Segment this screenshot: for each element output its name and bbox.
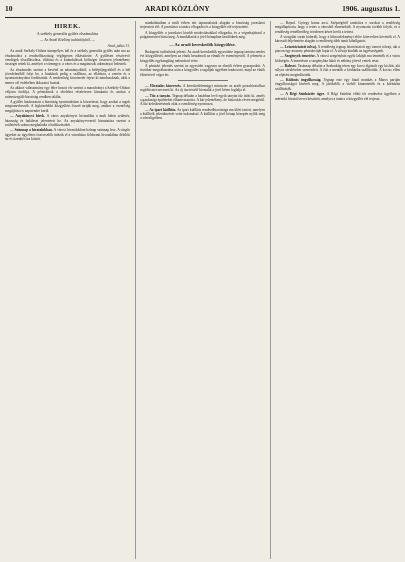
news-item-title: — Szünnap a hivatalokban. [10,128,53,133]
news-item-text: Az ipari kiállítás rendezőbizottsága ma ülést tartott, amelyen a kiállítók jelentkezését vette tudomásul. A kiállítás a jövő hónap közepén nyílik meg a városligetben. [140,107,265,121]
news-item-title: — Anyakönyvi hírek. [10,114,45,119]
paragraph: Az elszámolás szerint a bevétel az adományokból, a belépőjegyekből és a bál jövedelméből folyt be, a kiadások pedig a szállásra, az ellátásra, a zenére és a nyomtatványokra fordíttattak. A rendezőség köszönetét fejezi ki mindazoknak, akik a nemes cél érdekében áldozatot hoztak. [5,67,130,85]
paragraph: munkálataiban a múlt évben tett tapasztalatok alapján a bizottság javaslatot terjesztett elő. A javaslatot a tanács elfogadta és a közgyűlés elé terjesztette. [140,21,265,30]
paragraph: Az akkori választmány egy félre hozott elv szerint a maradványt a Székely-Otthon céljaira fordítja. A pénztárnok a tételeket részletesen kimutatta és azokat a számvizsgáló bizottság rendben találta. [5,86,130,99]
news-item-text: A város anyakönyvi hivatalába a mult héten születés, házasság és haláleset jelentetett be. Az anyakönyvvezető kimutatása szerint a születések száma meghaladta a halálozásokét. [5,114,130,127]
article-byline: — Az Aradi Közlöny tudósítójától. — [40,37,95,42]
paragraph: A vizsgálat során kiderült, hogy a bűncselekményt előre kitervelten követték el. A károsult feljelentése alapján a rendőrség több tanút kihallgatott. [275,35,400,44]
news-item-title: — Hivatalos kinevezés. [145,83,182,88]
news-item-title: — Letartóztatott tolvaj. [280,44,317,49]
news-item-text: A Régi Színház előtti tér rendezése ügyében a mérnöki hivatal tervet készített, amelyet a tanács a közgyűlés elé terjeszt. [275,92,400,101]
news-item-title: — Különös öngyilkosság. [280,78,322,83]
dateline: Arad, julius 31. [107,44,130,48]
news-item-title: — A Régi Színháztér ügye. [280,92,325,97]
paragraph: A gyűlés határozatait a bizottság nyomtatásban is közzéteszi, hogy azokat a tagok megismerhessék. A legközelebbi közgyűlést ősszel tartják meg, amikor a vezetőség megújítása is napirendre kerül. [5,100,130,113]
columns [5,21,400,559]
news-item-text: Vasárnap délután a Szabadság-téren egy kocsi elgázolt egy kisfiút, aki súlyos sérüléseket szenvedett. A fiút a mentők a kórházba szállították. A kocsis ellen az eljárást megindították. [275,64,400,77]
news-item-text: A rendőrség tegnap letartóztatott egy ismert tolvajt, aki a piacon egy asszony pénztárcáját lopta el. A tolvajt átadták az ügyészségnek. [275,44,400,54]
paragraph: — Rajzol. György barna arca. Szépségéről tanúsítva e sorokat a rendőrség megállapította, hogy a tettes a városból elmenekült. A nyomozás tovább folyik, és a rendőrség remélhetőleg rövidesen kézre keríti a tettest. [275,21,400,34]
news-item-title: — Baleset. [280,64,297,69]
paragraph: A közgyűlés a javaslatot kisebb módosításokkal elfogadta, és a végrehajtással a polgármestert bízta meg. A munkálatok a jövő hónapban kezdődnek meg. [140,30,265,40]
issue-date: 1906. augusztus 1. [342,4,400,13]
news-item-text: Tegnap este egy fiatal munkás a Maros partján öngyilkosságot kísérelt meg. A járókelők a vízből kimentették és a kórházba szállították. [275,78,400,91]
column-3 [270,21,400,559]
paragraph: Budapesti tudósítónk jelenti: Az aradi kereskedők egyesülete tegnap tartotta rendes évi közgyűlését, amelyen az elnök beszámolt az elmúlt év eseményeiről. A jelentést a közgyűlés egyhangúlag tudomásul vette. [140,49,265,63]
news-item-title: — Az ipari kiállítás. [145,107,177,112]
news-item-text: Tegnap délután a határban levő egyik tanyán tűz ütött ki, amely a gazdasági épületeket elhamvasztotta. A kár jelentékeny, de biztosítás révén megtérül. A tűz keletkezésének okát a csendőrség nyomozza. [140,93,265,107]
column-1 [5,21,130,559]
article-title: A székely generális gyűlés elszámolása [36,32,99,36]
news-item-text: A kereskedelemügyi miniszter az aradi postahivatalhoz segédtisztet nevezett ki. Az új tisztviselő hivatalát a jövő héten foglalja el. [140,83,265,93]
news-item-text: A városi szegényház egyik lakóját ma temették el a város költségén. A temetésen a szegényház lakói és néhány jótevő vettek részt. [275,54,400,63]
section-title: HIREK. [54,23,81,30]
news-item-text: A városi hivatalokban holnap szünnap lesz. A sürgős ügyeket az ügyeletes tisztviselők intézik el a városháza földszinti hivatalában délelőtt tíz és tizenkét óra között. [5,128,130,141]
paragraph: A pénztári jelentés szerint az egyesület vagyona az elmúlt évben gyarapodott. A tisztikar megválasztása után a közgyűlés a tagdíjak ügyében határozott, majd az elnök éltetésével véget ért. [140,63,265,77]
news-item-title: — Tűz a tanyán. [145,93,172,98]
page-header [5,4,400,18]
newspaper-title: ARADI KÖZLÖNY [144,4,210,13]
divider [178,80,228,81]
page-number: 10 [5,4,13,13]
news-item-title: — Szegények temetése. [280,54,316,59]
sub-heading: — Az aradi kereskedők közgyűlése. [169,42,236,48]
paragraph: Az aradi Székely-Otthon ünnepélyes bál és a székely generális gyűlés után ma az elszámolást a rendezőbizottság véglegesen elkészítette. A gyűlésen résztvevő vendégek elszállásolása, ellátása és a kirándulások költségei összesen jelentékeny összeget tettek ki, amelyet a vármegye, a város és a magánosok adományai fedeztek. [5,49,130,67]
column-2 [135,21,265,559]
